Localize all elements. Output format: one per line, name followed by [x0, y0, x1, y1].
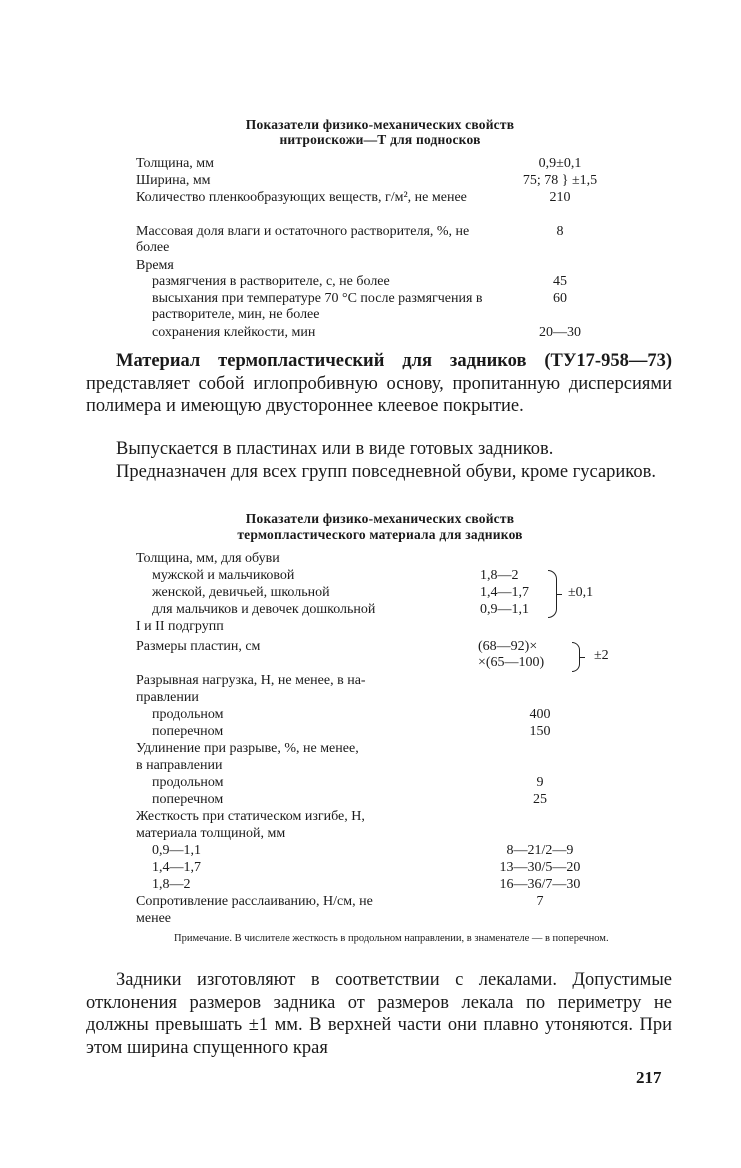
table2-row-label: поперечном — [152, 724, 224, 739]
table1-row-value: 0,9±0,1 — [538, 156, 582, 171]
table1-row-label: Массовая доля влаги и остаточного растворителя, %, не более — [136, 224, 470, 255]
table1-row-value: 60 — [553, 291, 567, 306]
table2-title-line1: Показатели физико-механических свойств — [245, 511, 515, 526]
table2-row-value: 8—21/2—9 — [506, 843, 574, 858]
table2-plate-value-line2: ×(65—100) — [478, 655, 545, 670]
table2-tensile-label: правлении — [136, 690, 199, 705]
table2-row-value: 13—30/5—20 — [499, 860, 581, 875]
table1-row-label: сохранения клейкости, мин — [152, 325, 316, 340]
table1-row-value: 45 — [553, 274, 567, 289]
paragraph-purpose: Предназначен для всех групп повседневной обуви, кроме гусариков. — [116, 462, 656, 482]
table2-row-label: продольном — [152, 707, 224, 722]
paragraph-release-form: Выпускается в пластинах или в виде готовых задников. — [116, 439, 554, 459]
table2-thickness-tolerance: ±0,1 — [568, 585, 594, 600]
table2-plate-tolerance: ±2 — [594, 648, 609, 663]
table1-row-value: 8 — [556, 224, 564, 239]
table1-row-value: 20—30 — [539, 325, 581, 340]
table2-plate-value-line1: (68—92)× — [478, 639, 538, 654]
paragraph-material-description — [86, 350, 672, 418]
table2-title-line2: термопластического материала для задников — [237, 527, 523, 542]
table1-row-label: высыхания при температуре 70 °С после размягчения в растворителе, мин, не более — [152, 291, 483, 322]
table1-title-line1: Показатели физико-механических свойств — [245, 117, 515, 132]
right-brace — [548, 570, 557, 618]
table2-row-value: 16—36/7—30 — [499, 877, 581, 892]
table2-row-value: 0,9—1,1 — [480, 602, 529, 617]
table2-elongation-label: в направлении — [136, 758, 223, 773]
table2-row-value: 25 — [533, 792, 547, 807]
table1-title-line2: нитроискожи—Т для подносков — [279, 132, 481, 147]
table2-row-label: 0,9—1,1 — [152, 843, 201, 858]
table2-plate-label: Размеры пластин, см — [136, 639, 261, 654]
table2-row-value: 9 — [536, 775, 544, 790]
table2-row-label: поперечном — [152, 792, 224, 807]
table1-row-label: Количество пленкообразующих веществ, г/м², не менее — [136, 190, 467, 205]
table1-row-value: 210 — [549, 190, 571, 205]
table2-row-label: для мальчиков и девочек дошкольной — [152, 602, 376, 617]
table2-delamination-label: Сопротивление расслаиванию, Н/см, не — [136, 894, 373, 909]
table1-row-label: Ширина, мм — [136, 173, 211, 188]
table2-tensile-label: Разрывная нагрузка, Н, не менее, в на- — [136, 673, 366, 688]
table2-row-value: 1,8—2 — [480, 568, 519, 583]
table2-elongation-label: Удлинение при разрыве, %, не менее, — [136, 741, 359, 756]
paragraph-manufacturing: Задники изготовляют в соответствии с лекалами. Допустимые отклонения размеров задника от размеров лекала по периметру не должны превышать ±1 мм. В верхней части они плавно утоняются. При этом ширина спущенного края — [86, 970, 672, 1058]
table2-note: Примечание. В числителе жесткость в продольном направлении, в знаменателе — в поперечном. — [174, 933, 609, 944]
right-brace — [572, 642, 580, 672]
table2-stiffness-label: Жесткость при статическом изгибе, Н, — [136, 809, 365, 824]
table2-row-label: продольном — [152, 775, 224, 790]
table1-row-label: Толщина, мм — [136, 156, 214, 171]
table2-row-value: 400 — [529, 707, 551, 722]
table1-row-label: размягчения в растворителе, с, не более — [152, 274, 390, 289]
table1-row-label: Время — [136, 258, 174, 273]
table2-row-label: женской, девичьей, школьной — [152, 585, 330, 600]
table2-delamination-label: менее — [136, 911, 171, 926]
table2-thickness-label: Толщина, мм, для обуви — [136, 551, 280, 566]
table2-delamination-value: 7 — [536, 894, 544, 909]
table2-row-label: I и II подгрупп — [136, 619, 224, 634]
table2-row-value: 1,4—1,7 — [480, 585, 529, 600]
table2-row-label: мужской и мальчиковой — [152, 568, 295, 583]
table2-row-label: 1,4—1,7 — [152, 860, 201, 875]
table1-row-value: 75; 78 } ±1,5 — [522, 173, 598, 188]
page-number: 217 — [636, 1068, 662, 1087]
paragraph-text: представляет собой иглопробивную основу, пропитанную дисперсиями полимера и имеющую двустороннее клеевое покрытие. — [86, 373, 672, 416]
paragraph-lead: Материал термопластический для задников (ТУ17-958—73) — [116, 351, 672, 371]
table2-row-label: 1,8—2 — [152, 877, 191, 892]
table2-stiffness-label: материала толщиной, мм — [136, 826, 286, 841]
table2-row-value: 150 — [529, 724, 551, 739]
